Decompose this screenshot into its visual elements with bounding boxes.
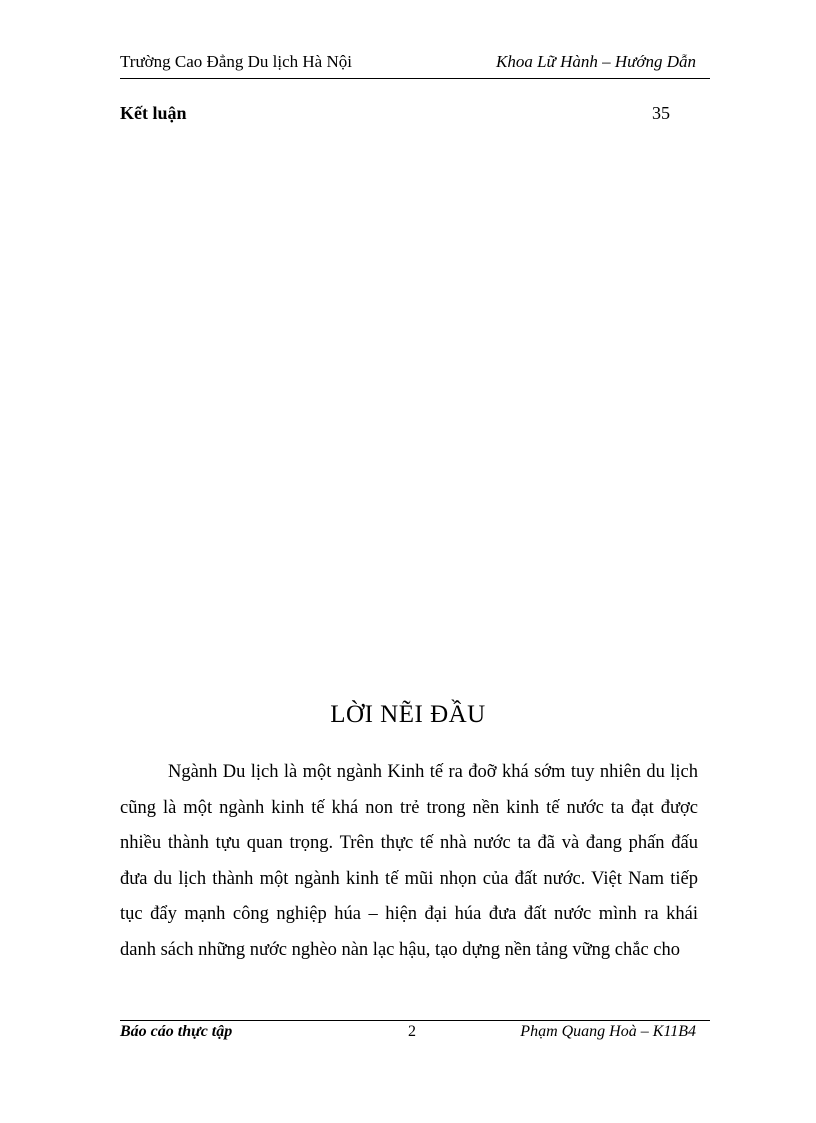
header-school-name: Trường Cao Đẳng Du lịch Hà Nội [120, 52, 352, 71]
paragraph-line: cũng là một ngành kinh tế khá non trẻ trong nền kinh tế nước ta đạt được [120, 797, 698, 818]
paragraph-line: đưa du lịch thành một ngành kinh tế mũi nhọn của đất nước. Việt Nam tiếp [120, 868, 698, 889]
paragraph-line: tục đẩy mạnh công nghiệp húa – hiện đại húa đưa đất nước mình ra khái [120, 904, 698, 924]
paragraph-line: nhiều thành tựu quan trọng. Trên thực tế nhà nước ta đã và đang phấn đấu [120, 833, 698, 853]
paragraph-line: Ngành Du lịch là một ngành Kinh tế ra đoỡ khá sớm tuy nhiên du lịch [168, 762, 698, 782]
footer-author: Phạm Quang Hoà – K11B4 [520, 1023, 696, 1040]
toc-entry-label: Kết luận [120, 103, 187, 123]
paragraph-line: danh sách những nước nghèo nàn lạc hậu, tạo dựng nền tảng vững chắc cho [120, 939, 681, 960]
toc-entry-page: 35 [652, 103, 670, 123]
body-paragraph [120, 755, 698, 968]
section-title: LỜI NẼI ĐẦU [330, 701, 486, 728]
footer-page-number: 2 [408, 1023, 416, 1040]
header-faculty-name: Khoa Lữ Hành – Hướng Dẫn [496, 52, 696, 71]
page-header [120, 50, 710, 79]
footer-report-title: Báo cáo thực tập [120, 1023, 233, 1040]
page-footer [120, 1020, 710, 1040]
